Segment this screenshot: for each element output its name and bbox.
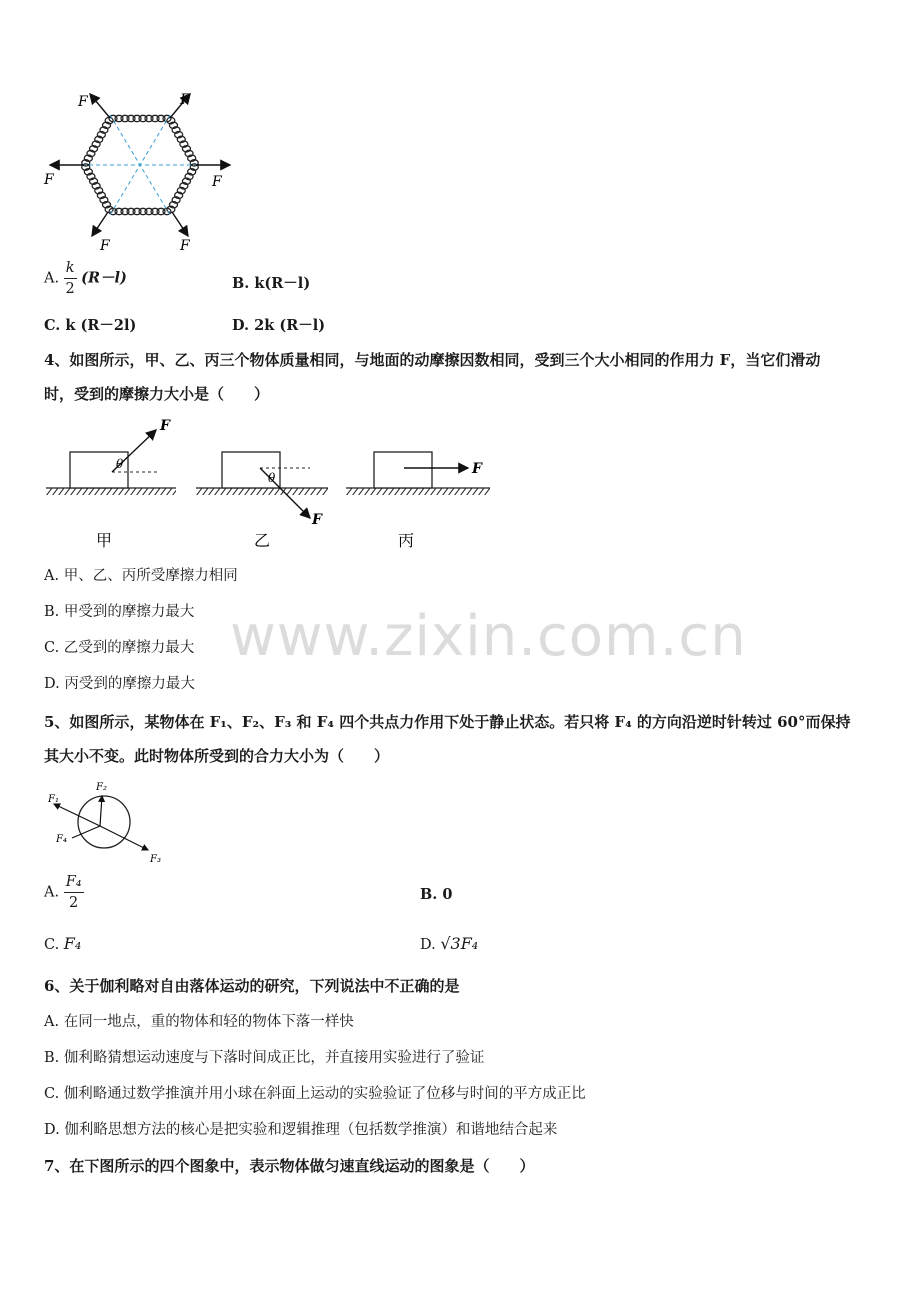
option-b[interactable]: B. 甲受到的摩擦力最大 xyxy=(44,604,195,620)
option-d[interactable]: D. 2k (R－l) xyxy=(232,317,326,334)
figure-label-jia: 甲 xyxy=(96,531,113,550)
option-c[interactable]: C. 乙受到的摩擦力最大 xyxy=(44,640,195,656)
force-label: F₄ xyxy=(56,834,67,845)
force-label: F xyxy=(100,238,110,254)
figure-label-bing: 丙 xyxy=(398,531,415,550)
angle-label: θ xyxy=(116,457,124,471)
force-label: F xyxy=(212,174,222,190)
question-5-stem-cont: 其大小不变。此时物体所受到的合力大小为（ ） xyxy=(44,747,390,765)
force-label: F₁ xyxy=(48,794,59,805)
option-a[interactable]: A. 甲、乙、丙所受摩擦力相同 xyxy=(44,568,238,584)
figure-label-yi: 乙 xyxy=(254,531,271,550)
force-label: F₂ xyxy=(96,782,107,793)
option-b[interactable]: B. 0 xyxy=(420,886,453,903)
force-label: F xyxy=(180,238,190,254)
option-a[interactable]: A. $\frac{k}{2}$ (R－l) xyxy=(44,260,127,297)
force-label: F xyxy=(44,172,54,188)
force-label: F₃ xyxy=(150,854,161,865)
option-d[interactable]: D. 伽利略思想方法的核心是把实验和逻辑推理（包括数学推演）和谐地结合起来 xyxy=(44,1122,558,1138)
question-7-stem: 7、在下图所示的四个图象中，表示物体做匀速直线运动的图象是（ ） xyxy=(44,1157,535,1175)
option-b[interactable]: B. 伽利略猜想运动速度与下落时间成正比，并直接用实验进行了验证 xyxy=(44,1050,485,1066)
option-b[interactable]: B. k(R－l) xyxy=(232,275,311,292)
question-4-stem-cont: 时，受到的摩擦力大小是（ ） xyxy=(44,385,270,403)
option-a[interactable]: A. $\frac{\text{F₄}}{2}$ xyxy=(44,874,82,911)
option-d[interactable]: D. 丙受到的摩擦力最大 xyxy=(44,676,195,692)
force-circle-figure xyxy=(44,780,174,866)
option-d[interactable]: D. √3F₄ xyxy=(420,934,479,953)
question-6-stem: 6、关于伽利略对自由落体运动的研究，下列说法中不正确的是 xyxy=(44,977,460,995)
force-label: F xyxy=(160,418,170,434)
force-label: F xyxy=(180,92,190,108)
question-4-stem: 4、如图所示，甲、乙、丙三个物体质量相同，与地面的动摩擦因数相同，受到三个大小相同的作用力 F，当它们滑动 xyxy=(44,351,821,369)
option-c[interactable]: C. k (R－2l) xyxy=(44,317,137,334)
option-c[interactable]: C. F₄ xyxy=(44,934,82,953)
spring-hexagon-figure xyxy=(40,80,240,260)
option-c[interactable]: C. 伽利略通过数学推演并用小球在斜面上运动的实验验证了位移与时间的平方成正比 xyxy=(44,1086,586,1102)
question-5-stem: 5、如图所示，某物体在 F₁、F₂、F₃ 和 F₄ 四个共点力作用下处于静止状态。若只将 F₄ 的方向沿逆时针转过 60°而保持 xyxy=(44,713,851,731)
force-label: F xyxy=(312,512,322,528)
angle-label: θ xyxy=(268,471,276,485)
force-label: F xyxy=(472,461,482,477)
option-a[interactable]: A. 在同一地点，重的物体和轻的物体下落一样快 xyxy=(44,1014,354,1030)
force-label: F xyxy=(78,94,88,110)
friction-figure xyxy=(40,416,500,556)
watermark: www.zixin.com.cn xyxy=(230,604,747,669)
